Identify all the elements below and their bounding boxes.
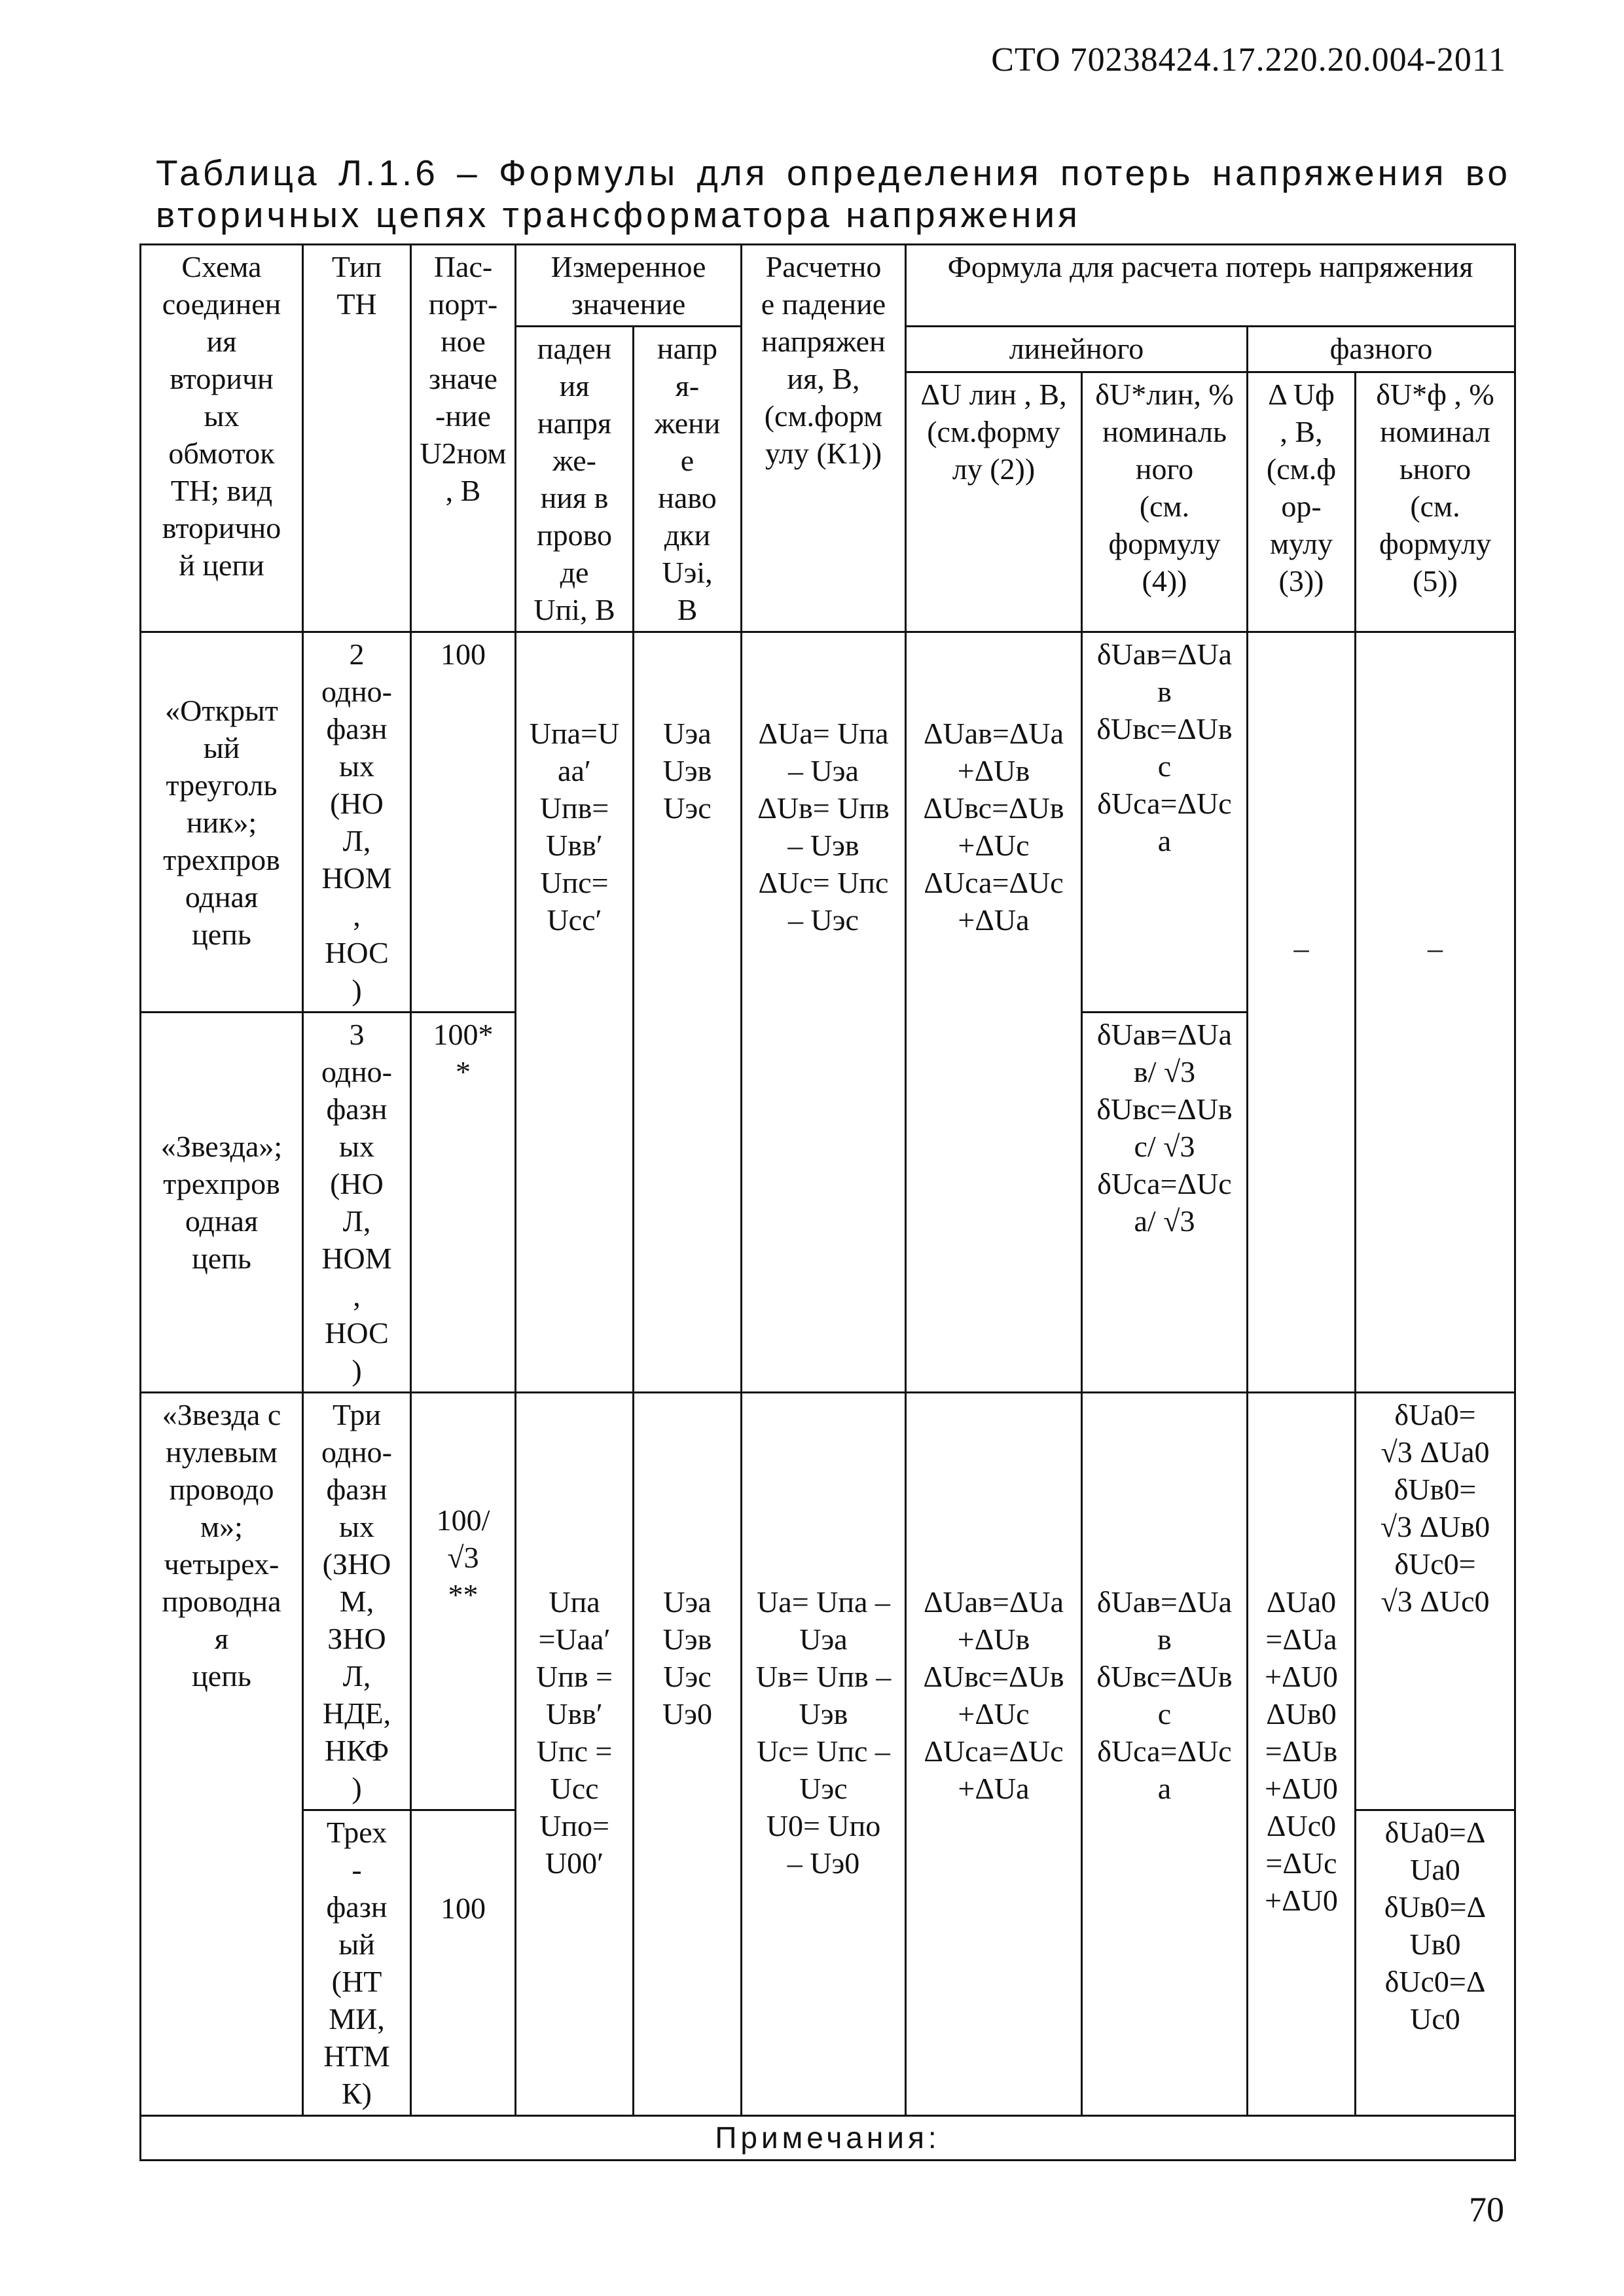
row-open-delta-delta-u-ph: – [1248,632,1356,1393]
col-header-du-ph-pct: δU*ф , % номинал ьного (см. формулу (5)) [1356,372,1515,632]
row-open-delta-type: 2 одно- фазн ых (НО Л, НОМ , НОС ) [303,632,411,1013]
col-header-measured: Измеренное значение [516,245,742,327]
row-open-delta-induced: Uэа Uэв Uэс [634,632,742,1393]
row-open-delta-delta-u-lin: ΔUав=ΔUа +ΔUв ΔUвс=ΔUв +ΔUс ΔUса=ΔUс +ΔUа [906,632,1082,1393]
row-three-phase-du-ph: δUа0=Δ Uа0 δUв0=Δ Uв0 δUс0=Δ Uс0 [1356,1810,1515,2116]
row-three-phase-type: Трех - фазн ый (НТ МИ, НТМ К) [303,1810,411,2116]
row-open-delta-du-lin: δUав=ΔUа в δUвс=ΔUв с δUса=ΔUс а [1082,632,1248,1013]
losses-formula-table [139,243,1516,2161]
col-header-du-lin-pct: δU*лин, % номиналь ного (см. формулу (4)) [1082,372,1248,632]
table-notes: Примечания: [141,2116,1515,2161]
row-open-delta-drop: Uпа=U аа′ Uпв= Uвв′ Uпс= Uсс′ [516,632,634,1393]
row-star-neutral-delta-u-ph: ΔUа0 =ΔUа +ΔU0 ΔUв0 =ΔUв +ΔU0 ΔUс0 =ΔUс +ΔU0 [1248,1393,1356,2116]
row-star-passport: 100* * [411,1013,516,1393]
row-open-delta-du-ph: – [1356,632,1515,1393]
col-header-passport: Пас- порт- ное значе -ние U2ном , В [411,245,516,632]
col-header-linear: линейного [906,327,1248,372]
row-star-neutral-calc: Uа= Uпа – Uэа Uв= Uпв – Uэв Uс= Uпс – Uэс U0= Uпо – Uэ0 [742,1393,906,2116]
row-star-neutral-delta-u-lin: ΔUав=ΔUа +ΔUв ΔUвс=ΔUв +ΔUс ΔUса=ΔUс +ΔUа [906,1393,1082,2116]
row-three-phase-passport: 100 [411,1810,516,2116]
col-header-calc-drop: Расчетно е падение напряжен ия, В, (см.форм улу (К1)) [742,245,906,632]
row-star-neutral-du-ph: δUа0= √3 ΔUа0 δUв0= √3 ΔUв0 δUс0= √3 ΔUс0 [1356,1393,1515,1810]
row-star-neutral-scheme: «Звезда с нулевым проводо м»; четырех- проводна я цепь [141,1393,303,2116]
row-open-delta-scheme: «Открыт ый треуголь ник»; трехпров одная цепь [141,632,303,1013]
row-star-neutral-passport: 100/ √3 ** [411,1393,516,1810]
row-star-type: 3 одно- фазн ых (НО Л, НОМ , НОС ) [303,1013,411,1393]
row-star-neutral-induced: Uэа Uэв Uэс Uэ0 [634,1393,742,2116]
col-header-phase: фазного [1248,327,1515,372]
col-header-induced: напр я- жени е наво дки Uэi, В [634,327,742,632]
col-header-delta-u-ph: Δ Uф , В, (см.ф ор- мулу (3)) [1248,372,1356,632]
col-header-formula: Формула для расчета потерь напряжения [906,245,1515,327]
row-open-delta-calc: ΔUа= Uпа – Uэа ΔUв= Uпв – Uэв ΔUс= Uпс – Uэс [742,632,906,1393]
row-star-neutral-type: Три одно- фазн ых (ЗНО М, ЗНО Л, НДЕ, НКФ ) [303,1393,411,1810]
row-open-delta-passport: 100 [411,632,516,1013]
col-header-delta-u-lin: ΔU лин , В, (см.форму лу (2)) [906,372,1082,632]
row-star-scheme: «Звезда»; трехпров одная цепь [141,1013,303,1393]
row-star-du-lin: δUав=ΔUа в/ √3 δUвс=ΔUв с/ √3 δUса=ΔUс а/ √3 [1082,1013,1248,1393]
table-caption: Таблица Л.1.6 – Формулы для определения потерь напряжения во вторичных цепях трансформатора напряжения [156,152,1511,235]
col-header-type: Тип ТН [303,245,411,632]
col-header-drop-in-wire: паден ия напря же- ния в прово де Uпi, В [516,327,634,632]
document-code: СТО 70238424.17.220.20.004-2011 [991,41,1506,79]
col-header-scheme: Схема соединен ия вторичн ых обмоток ТН; вид вторично й цепи [141,245,303,632]
page-number: 70 [1469,2190,1504,2229]
row-star-neutral-du-lin: δUав=ΔUа в δUвс=ΔUв с δUса=ΔUс а [1082,1393,1248,2116]
row-star-neutral-drop: Uпа =Uаа′ Uпв = Uвв′ Uпс = Uсс Uпо= U00′ [516,1393,634,2116]
